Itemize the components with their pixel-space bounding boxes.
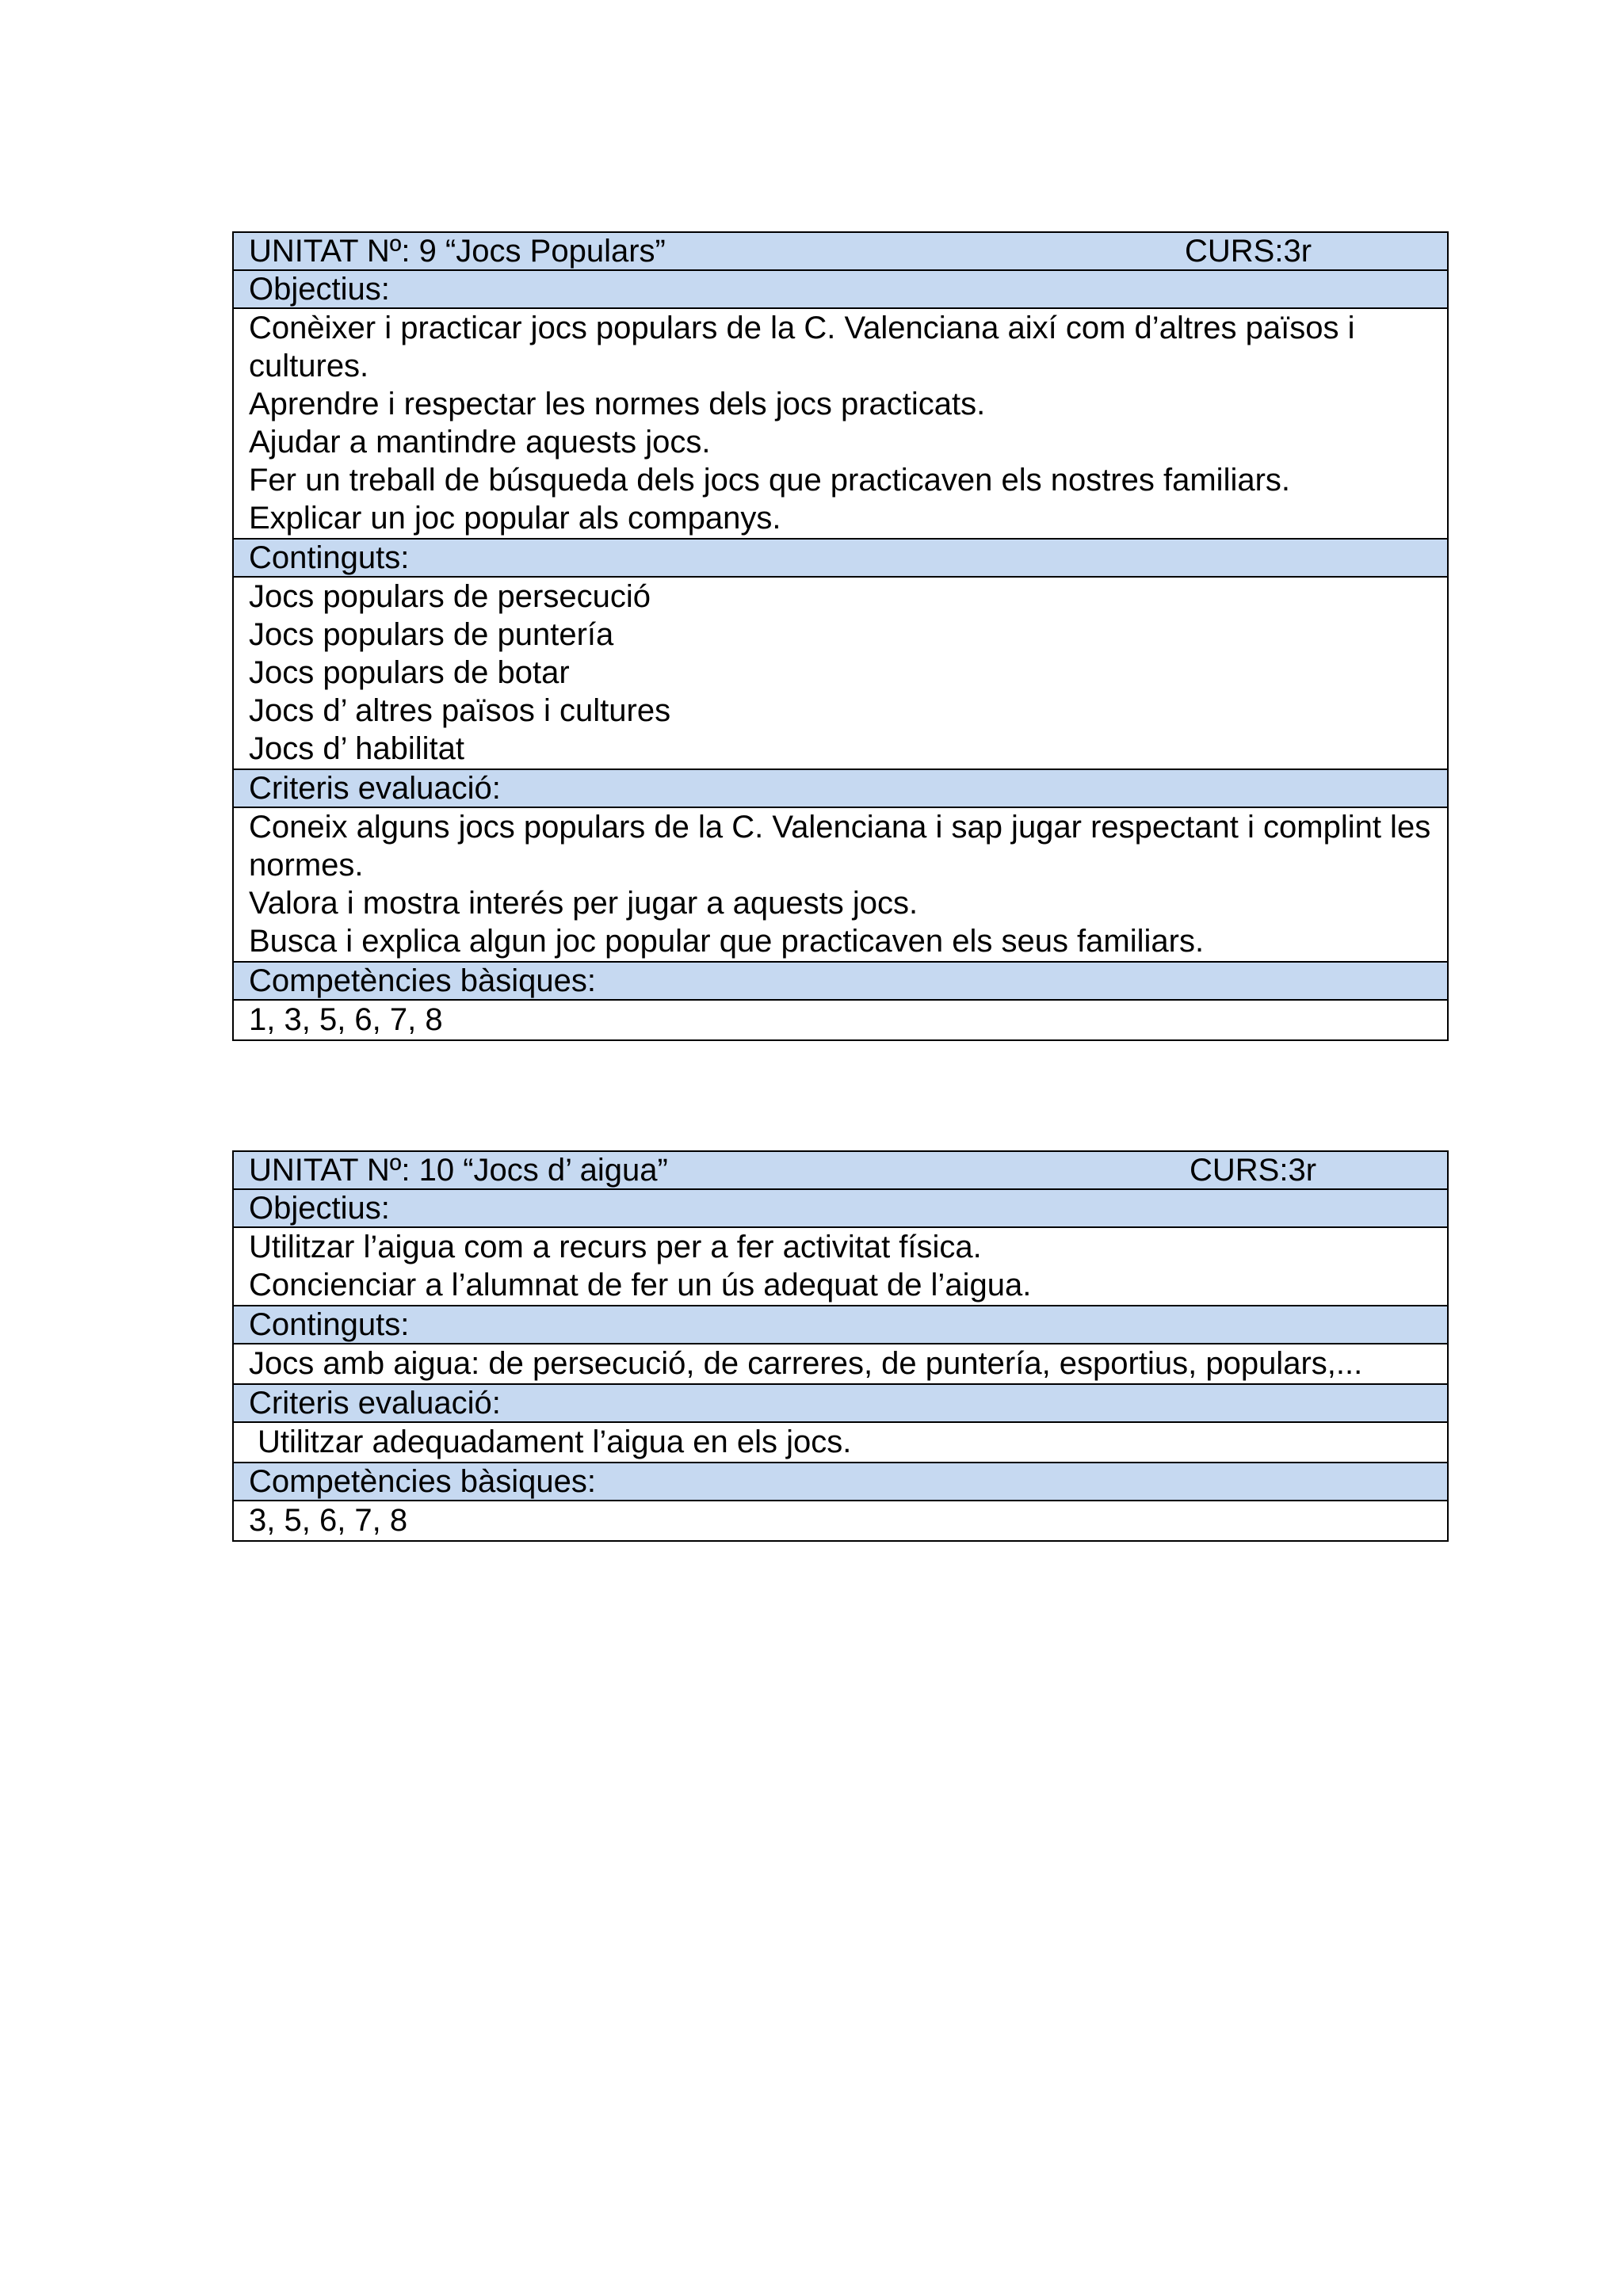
continguts-body-row <box>233 1344 1448 1384</box>
unit-title: UNITAT Nº: 10 “Jocs d’ aigua” <box>249 1153 668 1188</box>
continguts-body-row <box>233 577 1448 769</box>
objectiu-item: Ajudar a mantindre aquests jocs. <box>249 425 711 460</box>
competencies-label: Competències bàsiques: <box>233 962 1448 1000</box>
unit-table-10 <box>232 1150 1449 1542</box>
unit-table-9 <box>232 231 1449 1041</box>
contingut-item: Jocs populars de botar <box>249 655 570 690</box>
contingut-item: Jocs populars de puntería <box>249 617 614 652</box>
continguts-label: Continguts: <box>233 1306 1448 1344</box>
unit-curs: CURS:3r <box>1190 1153 1317 1188</box>
competencies-body-row <box>233 1501 1448 1541</box>
competencies-body-row <box>233 1000 1448 1040</box>
objectiu-item: Utilitzar l’aigua com a recurs per a fer activitat física. <box>249 1230 982 1264</box>
objectius-label: Objectius: <box>233 1189 1448 1227</box>
criteris-header-row <box>233 1384 1448 1422</box>
unit-title: UNITAT Nº: 9 “Jocs Populars” <box>249 234 666 269</box>
objectius-header-row <box>233 1189 1448 1227</box>
objectiu-item: Aprendre i respectar les normes dels jocs practicats. <box>249 387 986 421</box>
contingut-item: Jocs d’ altres països i cultures <box>249 693 671 728</box>
continguts-label: Continguts: <box>233 539 1448 577</box>
criteri-item: Utilitzar adequadament l’aigua en els jocs. <box>258 1425 852 1459</box>
criteri-item: Coneix alguns jocs populars de la C. Valenciana i sap jugar respectant i complint les normes. <box>249 810 1431 883</box>
continguts-header-row <box>233 1306 1448 1344</box>
objectius-header-row <box>233 270 1448 308</box>
criteri-item: Busca i explica algun joc popular que practicaven els seus familiars. <box>249 924 1205 959</box>
competencies-values: 1, 3, 5, 6, 7, 8 <box>233 1000 1448 1040</box>
contingut-item: Jocs d’ habilitat <box>249 731 464 766</box>
unit-curs: CURS:3r <box>1185 234 1312 269</box>
competencies-header-row <box>233 962 1448 1000</box>
objectiu-item: Concienciar a l’alumnat de fer un ús adequat de l’aigua. <box>249 1268 1032 1302</box>
unit-title-row <box>233 232 1448 270</box>
criteris-label: Criteris evaluació: <box>233 769 1448 807</box>
criteris-body-row <box>233 1422 1448 1463</box>
criteris-label: Criteris evaluació: <box>233 1384 1448 1422</box>
competencies-label: Competències bàsiques: <box>233 1463 1448 1501</box>
continguts-header-row <box>233 539 1448 577</box>
objectius-body-row <box>233 308 1448 539</box>
criteris-body-row <box>233 807 1448 962</box>
competencies-header-row <box>233 1463 1448 1501</box>
objectius-body-row <box>233 1227 1448 1306</box>
objectiu-item: Explicar un joc popular als companys. <box>249 501 781 536</box>
criteris-header-row <box>233 769 1448 807</box>
competencies-values: 3, 5, 6, 7, 8 <box>233 1501 1448 1541</box>
contingut-item: Jocs amb aigua: de persecució, de carreres, de puntería, esportius, populars,... <box>249 1346 1363 1381</box>
objectiu-item: Fer un treball de búsqueda dels jocs que practicaven els nostres familiars. <box>249 463 1291 498</box>
unit-title-row <box>233 1151 1448 1189</box>
criteri-item: Valora i mostra interés per jugar a aquests jocs. <box>249 886 918 921</box>
objectiu-item: Conèixer i practicar jocs populars de la C. Valenciana així com d’altres països i cultures. <box>249 311 1355 383</box>
objectius-label: Objectius: <box>233 270 1448 308</box>
contingut-item: Jocs populars de persecució <box>249 579 651 614</box>
